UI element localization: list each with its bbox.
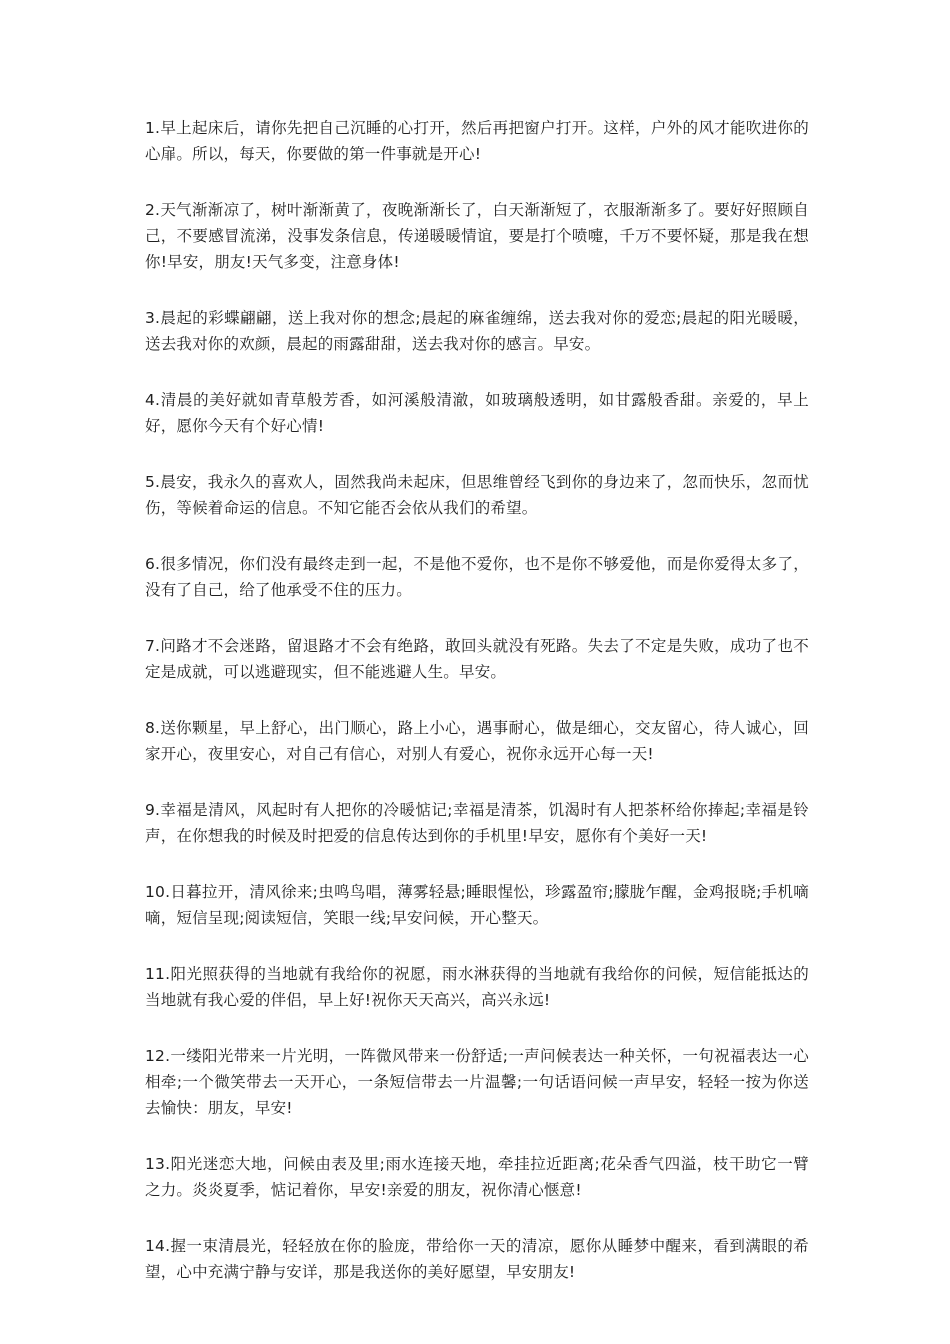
paragraph-13: 13.阳光迷恋大地，问候由表及里;雨水连接天地，牵挂拉近距离;花朵香气四溢，枝干助它一臂之力。炎炎夏季，惦记着你，早安!亲爱的朋友，祝你清心惬意!	[145, 1155, 809, 1199]
paragraph-6: 6.很多情况，你们没有最终走到一起，不是他不爱你，也不是你不够爱他，而是你爱得太多了，没有了自己，给了他承受不住的压力。	[145, 555, 809, 599]
paragraph-3: 3.晨起的彩蝶翩翩，送上我对你的想念;晨起的麻雀缠绵，送去我对你的爱恋;晨起的阳光暖暖，送去我对你的欢颜，晨起的雨露甜甜，送去我对你的感言。早安。	[145, 309, 809, 353]
paragraph-1: 1.早上起床后，请你先把自己沉睡的心打开，然后再把窗户打开。这样，户外的风才能吹进你的心扉。所以，每天，你要做的第一件事就是开心!	[145, 119, 809, 163]
paragraph-14: 14.握一束清晨光，轻轻放在你的脸庞，带给你一天的清凉，愿你从睡梦中醒来，看到满眼的希望，心中充满宁静与安详，那是我送你的美好愿望，早安朋友!	[145, 1237, 809, 1281]
document-page	[145, 115, 809, 1315]
paragraph-11: 11.阳光照获得的当地就有我给你的祝愿，雨水淋获得的当地就有我给你的问候，短信能抵达的当地就有我心爱的伴侣，早上好!祝你天天高兴，高兴永远!	[145, 965, 809, 1009]
paragraph-2: 2.天气渐渐凉了，树叶渐渐黄了，夜晚渐渐长了，白天渐渐短了，衣服渐渐多了。要好好照顾自己，不要感冒流涕，没事发条信息，传递暖暖情谊，要是打个喷嚏，千万不要怀疑，那是我在想你!早安，朋友!天气多变，注意身体!	[145, 201, 809, 271]
paragraph-10: 10.日暮拉开，清风徐来;虫鸣鸟唱，薄雾轻悬;睡眼惺忪，珍露盈帘;朦胧乍醒，金鸡报晓;手机嘀嘀，短信呈现;阅读短信，笑眼一线;早安问候，开心整天。	[145, 883, 809, 927]
paragraph-7: 7.问路才不会迷路，留退路才不会有绝路，敢回头就没有死路。失去了不定是失败，成功了也不定是成就，可以逃避现实，但不能逃避人生。早安。	[145, 637, 809, 681]
paragraph-4: 4.清晨的美好就如青草般芳香，如河溪般清澈，如玻璃般透明，如甘露般香甜。亲爱的，早上好，愿你今天有个好心情!	[145, 391, 809, 435]
paragraph-9: 9.幸福是清风，风起时有人把你的冷暖惦记;幸福是清茶，饥渴时有人把茶杯给你捧起;幸福是铃声，在你想我的时候及时把爱的信息传达到你的手机里!早安，愿你有个美好一天!	[145, 801, 809, 845]
paragraph-5: 5.晨安，我永久的喜欢人，固然我尚未起床，但思维曾经飞到你的身边来了，忽而快乐，忽而忧伤，等候着命运的信息。不知它能否会依从我们的希望。	[145, 473, 809, 517]
paragraph-8: 8.送你颗星，早上舒心，出门顺心，路上小心，遇事耐心，做是细心，交友留心，待人诚心，回家开心，夜里安心，对自己有信心，对别人有爱心，祝你永远开心每一天!	[145, 719, 809, 763]
paragraph-12: 12.一缕阳光带来一片光明，一阵微风带来一份舒适;一声问候表达一种关怀，一句祝福表达一心相牵;一个微笑带去一天开心，一条短信带去一片温馨;一句话语问候一声早安，轻轻一按为你送去愉快：朋友，早安!	[145, 1047, 809, 1117]
